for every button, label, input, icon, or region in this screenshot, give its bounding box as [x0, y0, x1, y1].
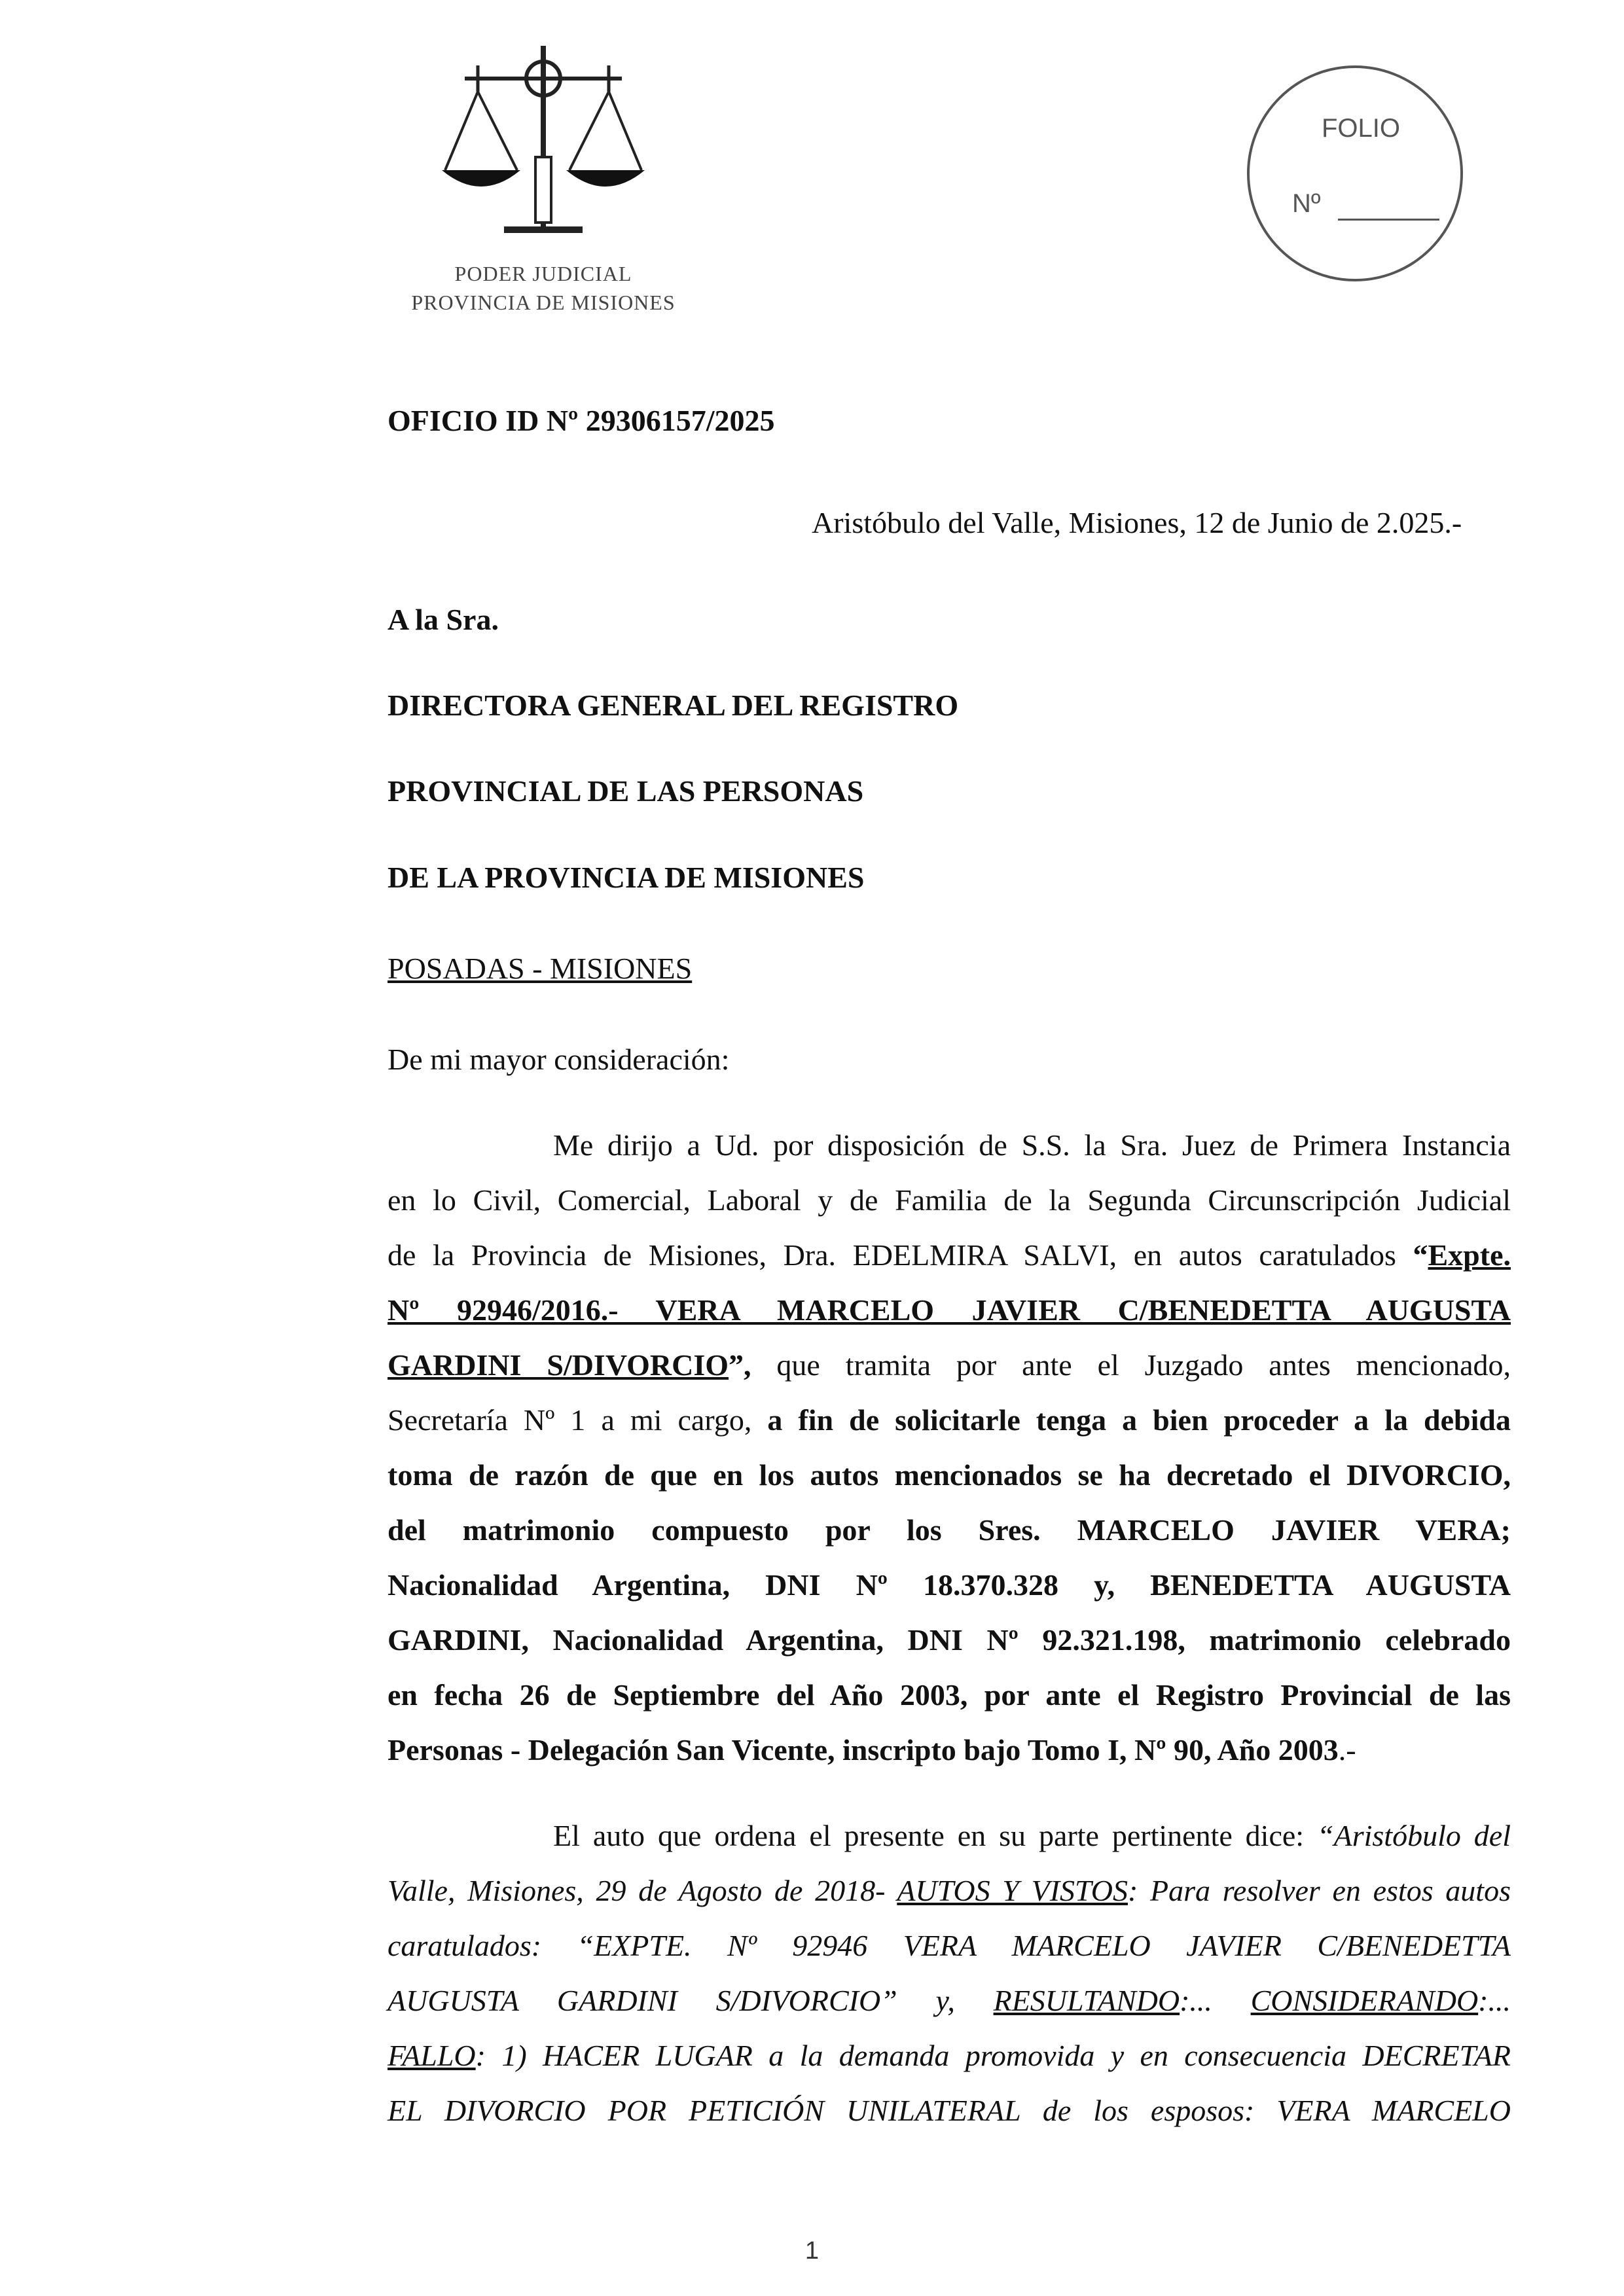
document-title: OFICIO ID Nº 29306157/2025 — [388, 404, 775, 437]
folio-number-blank — [1338, 219, 1439, 221]
paragraph2-line5 — [388, 2041, 1511, 2071]
p1-l12a: Personas - Delegación San Vicente, inscripto bajo Tomo I, Nº 90, Año 2003 — [388, 1733, 1339, 1767]
p2-l4e: :... — [1478, 1984, 1511, 2017]
salutation: De mi mayor consideración: — [388, 1043, 730, 1076]
p1-l5b: ”, — [729, 1348, 751, 1382]
place-date: Aristóbulo del Valle, Misiones, 12 de Junio de 2.025.- — [812, 506, 1462, 539]
folio-stamp — [1247, 65, 1463, 281]
p1-l1: Me dirijo a Ud. por disposición de S.S. la Sra. Juez de Primera Instancia — [553, 1128, 1511, 1162]
seal-text-line2: PROVINCIA DE MISIONES — [411, 291, 676, 314]
paragraph1-line1 — [553, 1130, 1511, 1160]
p2-l4b: RESULTANDO — [993, 1984, 1180, 2017]
paragraph1-line6 — [388, 1405, 1511, 1435]
p1-l3b: “ — [1413, 1238, 1428, 1272]
paragraph1-line2 — [388, 1185, 1511, 1215]
paragraph2-line4 — [388, 1986, 1511, 2016]
seal-text-line1: PODER JUDICIAL — [454, 262, 632, 285]
p1-l8: del matrimonio compuesto por los Sres. MARCELO JAVIER VERA; — [388, 1513, 1511, 1547]
paragraph1-line12 — [388, 1735, 1356, 1765]
p2-l4c: :... — [1180, 1984, 1251, 2017]
p2-l1a: El auto que ordena el presente en su parte pertinente dice: — [553, 1819, 1318, 1852]
addressee-line1: A la Sra. — [388, 603, 499, 636]
p1-l12b: .- — [1338, 1733, 1356, 1767]
paragraph1-line11 — [388, 1680, 1511, 1710]
p1-l9: Nacionalidad Argentina, DNI Nº 18.370.328 y, BENEDETTA AUGUSTA — [388, 1568, 1511, 1602]
addressee-line2: DIRECTORA GENERAL DEL REGISTRO — [388, 689, 959, 722]
paragraph1-line4 — [388, 1295, 1511, 1325]
p2-l3: caratulados: “EXPTE. Nº 92946 VERA MARCELO JAVIER C/BENEDETTA — [388, 1929, 1511, 1962]
page-number: 1 — [804, 2237, 820, 2265]
p1-l11: en fecha 26 de Septiembre del Año 2003, por ante el Registro Provincial de las — [388, 1678, 1511, 1712]
addressee-line4: DE LA PROVINCIA DE MISIONES — [388, 861, 865, 894]
paragraph2-line3 — [388, 1931, 1511, 1961]
p2-l4d: CONSIDERANDO — [1250, 1984, 1479, 2017]
judicial-seal — [406, 39, 681, 314]
p1-l5a: GARDINI S/DIVORCIO — [388, 1348, 729, 1382]
p1-l10: GARDINI, Nacionalidad Argentina, DNI Nº 92.321.198, matrimonio celebrado — [388, 1623, 1511, 1657]
p2-l2a: Valle, Misiones, 29 de Agosto de 2018- — [388, 1874, 897, 1907]
paragraph1-line10 — [388, 1625, 1511, 1655]
p2-l2c: : Para resolver en estos autos — [1128, 1874, 1511, 1907]
p1-l7: toma de razón de que en los autos mencionados se ha decretado el DIVORCIO, — [388, 1458, 1511, 1492]
p2-l5a: FALLO — [388, 2039, 476, 2072]
p1-l3c: Expte. — [1428, 1238, 1511, 1272]
paragraph1-line7 — [388, 1460, 1511, 1490]
paragraph1-line3 — [388, 1240, 1511, 1270]
paragraph2-line6 — [388, 2096, 1511, 2126]
folio-number-label: Nº — [1292, 189, 1321, 218]
p1-l4: Nº 92946/2016.- VERA MARCELO JAVIER C/BENEDETTA AUGUSTA — [388, 1293, 1511, 1327]
p1-l5c: que tramita por ante el Juzgado antes mencionado, — [751, 1348, 1511, 1382]
p2-l1b: “Aristóbulo del — [1317, 1819, 1511, 1852]
p1-l6a: Secretaría Nº 1 a mi cargo, — [388, 1403, 768, 1437]
paragraph1-line5 — [388, 1350, 1511, 1380]
scales-of-justice-icon — [439, 39, 648, 255]
addressee-line3: PROVINCIAL DE LAS PERSONAS — [388, 774, 864, 808]
p1-l6b: a fin de solicitarle tenga a bien proceder a la debida — [767, 1403, 1511, 1437]
addressee-line5: POSADAS - MISIONES — [388, 952, 693, 985]
p2-l6: EL DIVORCIO POR PETICIÓN UNILATERAL de los esposos: VERA MARCELO — [388, 2094, 1511, 2127]
paragraph1-line9 — [388, 1570, 1511, 1600]
p1-l2: en lo Civil, Comercial, Laboral y de Familia de la Segunda Circunscripción Judicial — [388, 1183, 1511, 1217]
p1-l3a: de la Provincia de Misiones, Dra. EDELMIRA SALVI, en autos caratulados — [388, 1238, 1413, 1272]
p2-l2b: AUTOS Y VISTOS — [897, 1874, 1128, 1907]
folio-label: FOLIO — [1322, 114, 1401, 143]
paragraph2-line1 — [553, 1821, 1511, 1851]
paragraph2-line2 — [388, 1876, 1511, 1906]
p2-l4a: AUGUSTA GARDINI S/DIVORCIO” y, — [388, 1984, 994, 2017]
p2-l5b: : 1) HACER LUGAR a la demanda promovida y en consecuencia DECRETAR — [475, 2039, 1511, 2072]
paragraph1-line8 — [388, 1515, 1511, 1545]
